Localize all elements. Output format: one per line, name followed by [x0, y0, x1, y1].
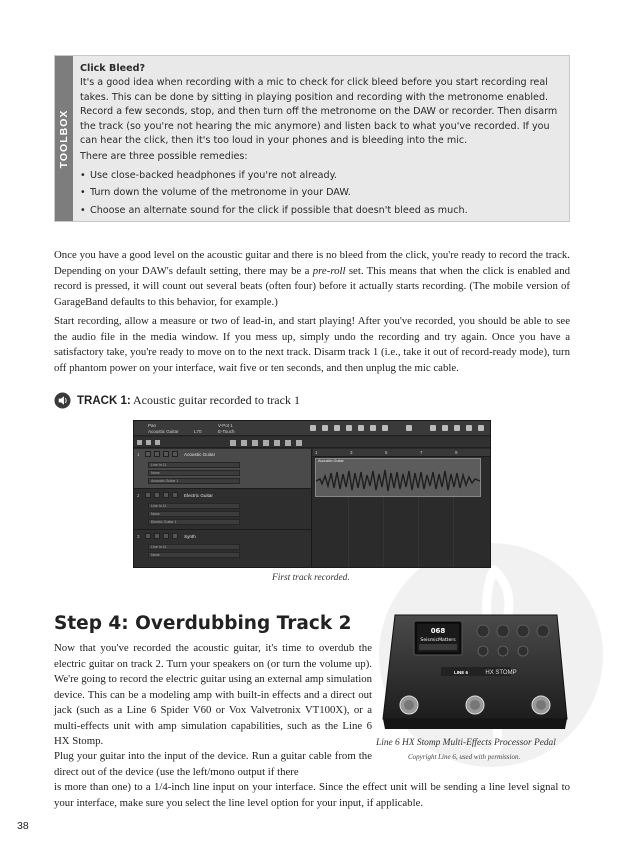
input-monitor-button[interactable] [172, 533, 178, 539]
daw-track-row[interactable] [134, 531, 311, 568]
daw-edit-tool-icons[interactable] [230, 438, 310, 447]
solo-button[interactable] [154, 492, 160, 498]
daw-toolbar [134, 437, 490, 448]
toolbox-callout [54, 55, 570, 222]
toolbox-tab-label: TOOLBOX [58, 109, 70, 168]
daw-track-row[interactable] [134, 490, 311, 530]
pedal-screen-number: 068 [430, 627, 446, 635]
input-monitor-button[interactable] [172, 492, 178, 498]
track-output-select[interactable]: None [148, 470, 240, 476]
list-item: • Choose an alternate sound for the click if possible that doesn't bleed as much. [80, 204, 561, 218]
record-arm-button[interactable] [163, 451, 169, 457]
toolbox-title: Click Bleed? [80, 63, 146, 74]
track-name: Acoustic Guitar [184, 452, 216, 457]
solo-button[interactable] [154, 533, 160, 539]
track-output-select[interactable]: None [148, 552, 240, 558]
step-paragraph-2-end: is more than one) to a 1/4-inch line input on your interface. Since the effect unit will be sending a line level signal to your interface, make sure you select the line level option for your input, if applicable. [54, 781, 570, 809]
mute-button[interactable] [145, 492, 151, 498]
track-output-select[interactable]: None [148, 511, 240, 517]
daw-screenshot [133, 420, 491, 568]
ruler-mark: 1 [315, 450, 318, 455]
list-item: • Use close-backed headphones if you're not already. [80, 169, 561, 183]
step-paragraph-2-start: Plug your guitar into the input of the device. Run a guitar cable from the direct out of the device (use the left/mono output if there [54, 750, 372, 778]
page-number: 38 [17, 820, 29, 832]
audio-region-label: Acoustic Guitar [318, 459, 344, 463]
daw-transport-icons[interactable] [310, 423, 490, 434]
pedal-screen-name: SeismicMatters [420, 638, 456, 643]
track-number: 3 [137, 534, 140, 539]
daw-arrange-window[interactable] [313, 449, 490, 567]
audio-waveform [316, 459, 480, 496]
hx-stomp-pedal-photo [381, 611, 568, 733]
track-heading [54, 391, 300, 409]
solo-button[interactable] [154, 451, 160, 457]
ruler-mark: 9 [455, 450, 458, 455]
track-playlist-select[interactable]: Acoustic Guitar 1 [148, 478, 240, 484]
track-playlist-select[interactable]: Electric Guitar 1 [148, 519, 240, 525]
mute-button[interactable] [145, 451, 151, 457]
record-arm-button[interactable] [163, 492, 169, 498]
track-name: Synth [184, 534, 196, 539]
audio-speaker-icon[interactable] [54, 392, 71, 409]
toolbox-remedies-list [80, 169, 561, 218]
body-paragraph-2: Start recording, allow a measure or two of lead-in, and start playing! After you've recorded, you should be able to see the audio file in the media window. If you mess up, simply undo the recording and try again. Once you have a satisfactory take, you're ready to move on to the next track. Disarm track 1 (i.e., take it out of record-ready mode), turn off phantom power on your interface, wait five or ten seconds, and then unplug the mic cable. [54, 315, 570, 374]
list-item: • Turn down the volume of the metronome in your DAW. [80, 186, 561, 200]
track-input-select[interactable]: Line In 11 [148, 462, 240, 468]
input-monitor-button[interactable] [172, 451, 178, 457]
pedal-caption: Line 6 HX Stomp Multi-Effects Processor Pedal [376, 738, 556, 748]
track-heading-text: TRACK 1: Acoustic guitar recorded to track 1 [77, 392, 300, 407]
pedal-model: HX STOMP [485, 670, 517, 676]
toolbox-remedies-intro: There are three possible remedies: [80, 151, 248, 163]
step-paragraph-1: Now that you've recorded the acoustic guitar, it's time to overdub the electric guitar on track 2. Turn your speakers on (or turn the volume up). We're going to record the electric guitar using an external amp simulation device. This can be a modeling amp with built-in effects and a direct out jack (such as a Line 6 Spider V60 or Vox Valvetronix VT100X), or a multi-effects unit with amp simulation capabilities, such as the Line 6 HX Stomp. [54, 642, 372, 747]
ruler-mark: 5 [385, 450, 388, 455]
audio-region[interactable] [315, 458, 481, 497]
daw-automation-label: E-Touch [218, 429, 235, 434]
daw-control-bar [134, 421, 490, 436]
daw-vpot-label: V-Pot 1 [218, 423, 233, 428]
track-number: 2 [137, 493, 140, 498]
figure-caption: First track recorded. [272, 573, 350, 583]
track-input-select[interactable]: Line In 11 [148, 503, 240, 509]
timeline-ruler[interactable] [313, 449, 490, 457]
daw-tool-icons[interactable] [137, 439, 167, 447]
ruler-mark: 3 [350, 450, 353, 455]
section-heading: Step 4: Overdubbing Track 2 [54, 613, 352, 634]
daw-pan-value: L70 [194, 429, 202, 434]
toolbox-paragraph: It's a good idea when recording with a mic to check for click bleed before you start recording real takes. This can be done by sitting in playing position and recording with the metronome enabled. Record a few seconds, stop, and then turn off the metronome on the DAW or recorder. Then disarm the track (so you're not hearing the mic anymore) and listen back to what you've recorded. If you can hear the click, then it's too loud in your phones and is bleeding into the mic. [80, 77, 558, 147]
pedal-credit: Copyright Line 6, used with permission. [408, 753, 521, 761]
daw-pan-label: Pan [148, 423, 157, 428]
track-input-select[interactable]: Line In 11 [148, 544, 240, 550]
ruler-mark: 7 [420, 450, 423, 455]
daw-track-list [134, 449, 312, 567]
daw-track-row[interactable] [134, 449, 311, 489]
record-arm-button[interactable] [163, 533, 169, 539]
track-number: 1 [137, 452, 140, 457]
body-paragraph-1: Once you have a good level on the acoustic guitar and there is no bleed from the click, you're ready to record the track. Depending on your DAW's default setting, there may be a pre-roll set. This means that when the click is enabled and record is pressed, it will count out several beats (often four) before it actually starts recording. (The mobile version of GarageBand defaults to this behavior, for example.) [54, 249, 570, 308]
track-name: Electric Guitar [184, 493, 213, 498]
daw-track-label: Acoustic Guitar [148, 429, 179, 434]
toolbox-tab [55, 56, 73, 221]
mute-button[interactable] [145, 533, 151, 539]
pedal-brand: LINE 6 [453, 670, 469, 675]
pre-roll-term: pre-roll [312, 264, 346, 277]
